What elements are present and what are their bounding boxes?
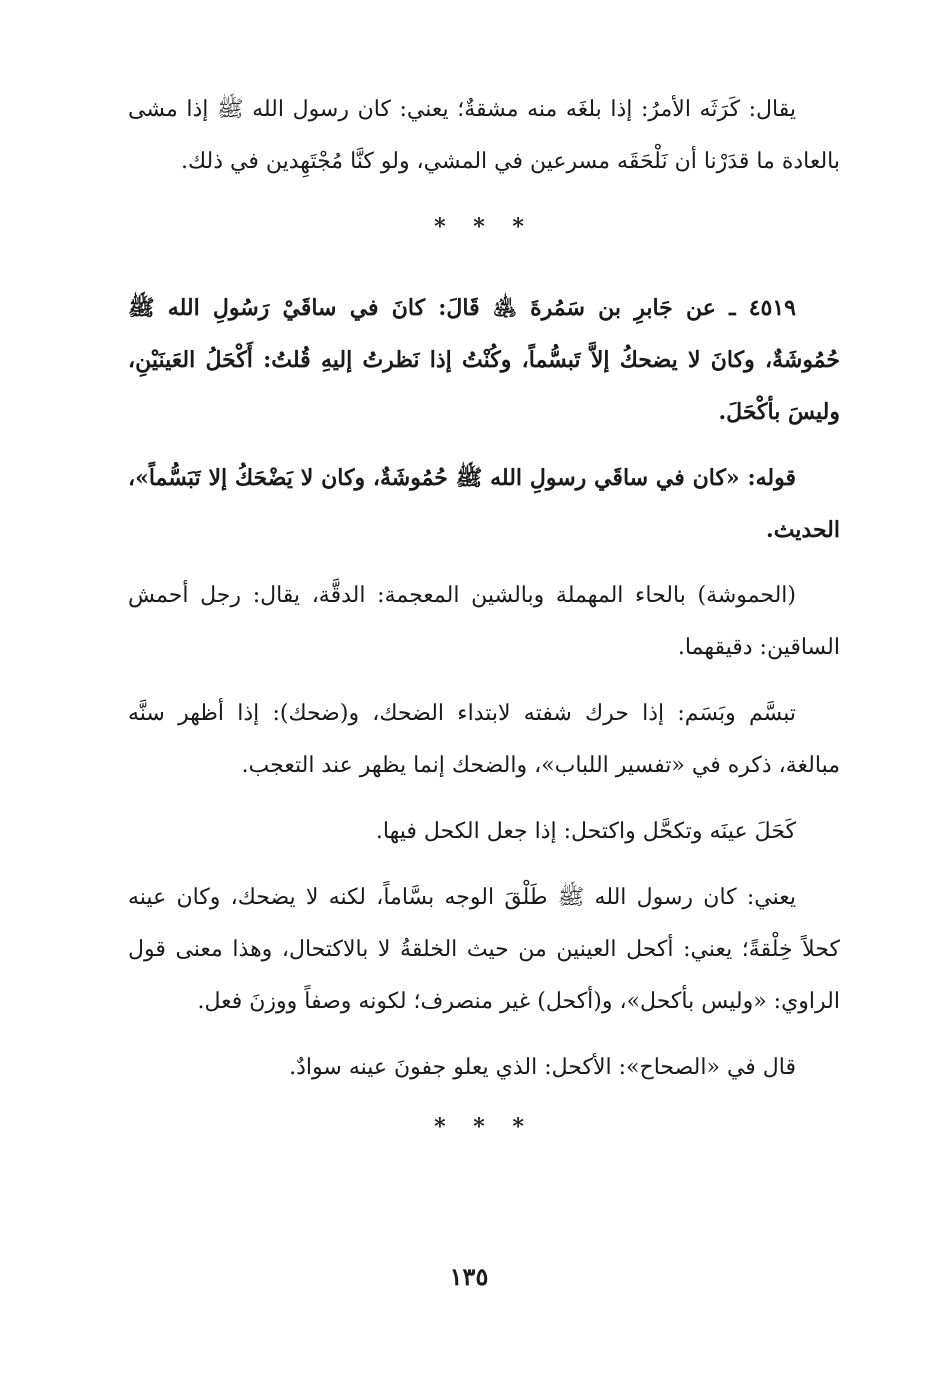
section-separator: * * * xyxy=(434,214,534,240)
section-separator: * * * xyxy=(434,1114,534,1140)
page-number: ١٣٥ xyxy=(449,1262,489,1291)
text-paragraph: يقال: كَرَثَه الأمرُ: إذا بلغَه منه مشقةٌ؛ يعني: كان رسول الله ﷺ إذا مشى بالعادة ما قدَرْنا أن نَلْحَقَه مسرعين في المشي، ولو كنَّا مُجْتَهِدين في ذلك. xyxy=(128,97,840,174)
hadith-text: ٤٥١٩ ـ عن جَابرِ بن سَمُرةَ ﵁ قَالَ: كانَ في ساقَيْ رَسُولِ الله ﷺ حُمُوشَةٌ، وكانَ لا يضحكُ إلاَّ تَبسُّماً، وكُنْتُ إذا نَظرتُ إليهِ قُلتُ: أَكْحَلُ العَينَيْنِ، وليسَ بأكْحَلَ. xyxy=(128,295,840,425)
commentary-quote: قوله: «كان في ساقَي رسولِ الله ﷺ حُمُوشَةٌ، وكان لا يَضْحَكُ إلا تَبَسُّماً»، الحديث. xyxy=(128,465,840,543)
text-paragraph: (الحموشة) بالحاء المهملة وبالشين المعجمة: الدقَّة، يقال: رجل أحمش الساقين: دقيقهما. xyxy=(128,583,840,660)
page-body xyxy=(128,84,840,1142)
text-paragraph: يعني: كان رسول الله ﷺ طَلْقَ الوجه بسَّاماً، لكنه لا يضحك، وكان عينه كحلاً خِلْقةً؛ يعني: أكحل العينين من حيث الخلقةُ لا بالاكتحال، وهذا معنى قول الراوي: «وليس بأكحل»، و(أكحل) غير منصرف؛ لكونه وصفاً ووزنَ فعل. xyxy=(128,885,840,1014)
text-paragraph: كَحَلَ عينَه وتكحَّل واكتحل: إذا جعل الكحل فيها. xyxy=(375,819,796,844)
text-paragraph: تبسَّم وبَسَم: إذا حرك شفته لابتداء الضحك، و(ضحك): إذا أظهر سنَّه مبالغة، ذكره في «تفسير اللباب»، والضحك إنما يظهر عند التعجب. xyxy=(128,701,840,778)
text-paragraph: قال في «الصحاح»: الأكحل: الذي يعلو جفونَ عينه سوادٌ. xyxy=(289,1055,796,1080)
